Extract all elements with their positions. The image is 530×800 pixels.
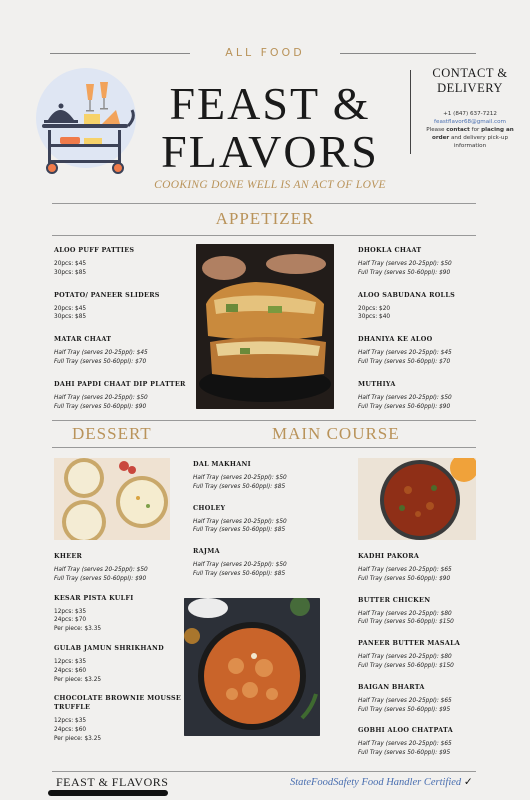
menu-item-price: Half Tray (serves 20-25ppl): $50 [193,518,287,525]
menu-item-price: 12pcs: $35 [54,658,87,665]
menu-item-price: Full Tray (serves 50-60ppl): $70 [54,358,147,365]
menu-item-price: Per piece: $3.25 [54,676,102,683]
menu-item [54,335,194,367]
dessert-photo [54,458,170,540]
main-center-list [193,460,323,591]
menu-item-price: Full Tray (serves 50-60ppl): $85 [193,570,286,577]
menu-item-name: RAJMA [193,547,220,556]
menu-item-name: KESAR PISTA KULFI [54,593,134,602]
menu-item [358,335,482,367]
food-handler-certification [290,776,473,788]
menu-item-name: ALOO SABUDANA ROLLS [358,290,456,299]
menu-item-price: Half Tray (serves 20-25ppl): $45 [54,350,148,357]
menu-item-price: Per piece: $3.35 [54,626,102,633]
menu-item-price: Full Tray (serves 50-60ppl): $85 [193,483,286,490]
menu-item-price: Full Tray (serves 50-60ppl): $90 [358,269,451,276]
menu-item-price: Full Tray (serves 50-60ppl): $90 [54,403,147,410]
menu-item-price: 30pcs: $40 [358,314,391,321]
menu-item-name: CHOLEY [193,503,226,512]
menu-item [358,639,482,671]
menu-item-price: Half Tray (serves 20-25ppl): $50 [54,567,148,573]
menu-item [358,726,482,758]
menu-item-price: 24pcs: $60 [54,667,87,674]
menu-item-price: Half Tray (serves 20-25ppl): $80 [358,610,452,617]
menu-item [358,291,482,323]
appetizer-rule-top [52,203,476,204]
menu-item-price: 30pcs: $85 [54,269,87,276]
menu-item-name: PANEER BUTTER MASALA [358,639,461,648]
tagline: COOKING DONE WELL IS AN ACT OF LOVE [154,179,386,191]
menu-item-name: BAIGAN BHARTA [358,682,425,691]
contact-email[interactable]: feastflavor68@gmail.com [434,119,506,125]
menu-item-price: 24pcs: $60 [54,727,87,734]
contact-heading-2: DELIVERY [437,81,503,95]
menu-item-price: Full Tray (serves 50-60ppl): $90 [358,575,451,582]
menu-item-name: ALOO PUFF PATTIES [54,246,135,254]
menu-item-name: DAL MAKHANI [193,460,251,468]
butter-chicken-photo [184,598,320,736]
menu-item-price: Half Tray (serves 20-25ppl): $65 [358,567,452,573]
menu-item [54,380,194,412]
certification-text: StateFoodSafety Food Handler Certified [290,777,462,788]
menu-item-price: 20pcs: $45 [54,261,87,267]
appetizer-right-list [358,246,482,424]
menu-item-price: Full Tray (serves 50-60ppl): $95 [358,750,451,757]
appetizer-left-list [54,246,194,424]
menu-item-price: Full Tray (serves 50-60ppl): $85 [193,527,286,534]
menu-item-price: Full Tray (serves 50-60ppl): $95 [358,706,451,713]
appetizer-heading: APPETIZER [215,209,315,228]
menu-item-price: 20pcs: $45 [54,305,87,312]
menu-item [358,596,482,628]
top-label: ALL FOOD [225,46,305,59]
menu-item-price: Full Tray (serves 50-60ppl): $70 [358,358,451,365]
contact-note: Please contact for placing an order and delivery pick-up information [426,127,514,149]
main-right-list [358,552,482,770]
contact-phone[interactable]: +1 (847) 637-7212 [443,111,497,117]
menu-item-name: GULAB JAMUN SHRIKHAND [54,643,164,652]
menu-item-price: Full Tray (serves 50-60ppl): $90 [358,403,451,410]
menu-item [54,552,184,584]
menu-item-price: 12pcs: $35 [54,718,87,725]
title-line-2: FLAVORS [161,126,379,177]
menu-item-price: Full Tray (serves 50-60ppl): $150 [358,662,454,669]
menu-item-name: KADHI PAKORA [358,552,420,560]
menu-item-price: Half Tray (serves 20-25ppl): $50 [54,394,148,401]
menu-item [193,460,323,492]
menu-item-price: Half Tray (serves 20-25ppl): $50 [193,475,287,481]
dessert-list [54,552,184,754]
menu-item-price: Full Tray (serves 50-60ppl): $150 [358,619,454,626]
menu-item [54,291,194,323]
menu-item-price: Per piece: $3.25 [54,735,102,742]
menu-item-price: 12pcs: $35 [54,608,87,615]
menu-item [54,644,184,684]
menu-item [193,547,323,579]
dessert-heading: DESSERT [72,424,152,443]
catering-cart-logo [30,66,140,178]
menu-item [54,694,184,743]
menu-item-name: KHEER [54,552,83,560]
menu-item-price: 30pcs: $85 [54,314,87,321]
menu-item [54,594,184,634]
menu-item [193,504,323,536]
contact-block [418,66,522,150]
menu-item-name: BUTTER CHICKEN [358,595,431,604]
menu-item-name: CHOCOLATE BROWNIE MOUSSE TRUFFLE [54,694,182,712]
menu-item [54,246,194,278]
menu-item-name: DHOKLA CHAAT [358,246,422,254]
menu-item-name: MATAR CHAAT [54,335,112,344]
menu-item [358,552,482,584]
contact-divider [410,70,411,154]
menu-item-name: MUTHIYA [358,379,396,388]
menu-item-price: Full Tray (serves 50-60ppl): $90 [54,575,147,582]
menu-item-price: Half Tray (serves 20-25ppl): $50 [358,394,452,401]
menu-item-price: Half Tray (serves 20-25ppl): $80 [358,654,452,661]
menu-item-name: DAHI PAPDI CHAAT DIP PLATTER [54,379,186,388]
menu-item [358,246,482,278]
menu-item-price: 24pcs: $70 [54,617,87,624]
appetizer-rule-bottom [52,235,476,236]
menu-item-price: Half Tray (serves 20-25ppl): $45 [358,350,452,357]
kadhi-photo [358,458,476,540]
menu-item-price: Half Tray (serves 20-25ppl): $65 [358,741,452,748]
title-line-1: FEAST & [169,78,371,129]
menu-item-name: POTATO/ PANEER SLIDERS [54,290,160,299]
mid-rule-bottom [52,447,476,448]
menu-item [358,380,482,412]
menu-item-name: DHANIYA KE ALOO [358,335,433,344]
footer-rule [52,771,476,772]
check-icon: ✓ [463,776,473,788]
contact-heading-1: CONTACT & [432,66,508,80]
footer-underline [48,790,168,796]
menu-item-price: Half Tray (serves 20-25ppl): $50 [358,261,452,267]
menu-item-price: Half Tray (serves 20-25ppl): $65 [358,697,452,704]
menu-item-price: Half Tray (serves 20-25ppl): $50 [193,562,287,569]
menu-item [358,683,482,715]
mid-rule-top [52,420,476,421]
appetizer-photo [196,244,334,409]
main-course-heading: MAIN COURSE [272,424,400,443]
footer-brand: FEAST & FLAVORS [56,775,169,789]
menu-item-name: GOBHI ALOO CHATPATA [358,726,453,735]
menu-item-price: 20pcs: $20 [358,305,391,312]
